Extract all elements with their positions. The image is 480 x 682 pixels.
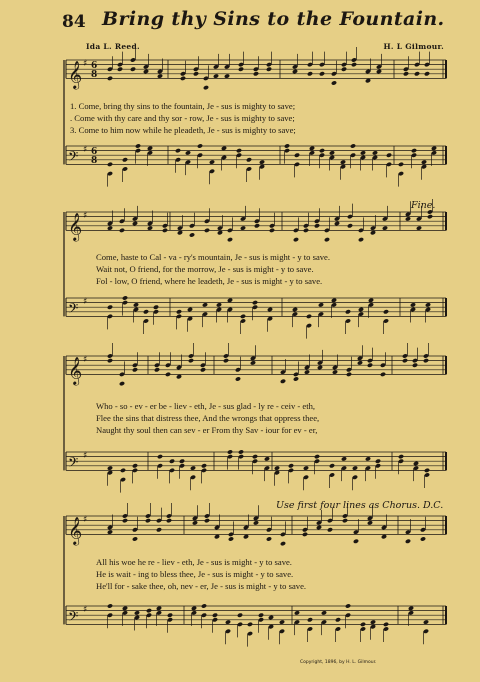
note-head (162, 228, 168, 233)
note-head (370, 230, 376, 235)
note-head (329, 463, 335, 468)
note-head (246, 157, 252, 162)
note-head (266, 67, 272, 72)
note-head (202, 302, 208, 307)
note-head (107, 603, 113, 608)
note-head (414, 71, 420, 76)
note-head (107, 529, 113, 534)
note-head (405, 539, 411, 544)
note-head (117, 67, 123, 72)
lyric-line: He is wait - ing to bless thee, Je - sus is might - y to save. (96, 569, 294, 579)
note-head (252, 454, 258, 459)
note-head (201, 603, 207, 608)
note-head (306, 314, 312, 319)
note-head (318, 302, 324, 307)
note-head (240, 225, 246, 230)
note-head (190, 465, 196, 470)
note-head (410, 302, 416, 307)
bass-clef: 𝄢 (68, 608, 79, 628)
note-head (223, 358, 229, 363)
note-head (185, 150, 191, 155)
note-head (107, 76, 113, 81)
note-head (216, 302, 222, 307)
note-head (347, 223, 353, 228)
note-head (341, 456, 347, 461)
note-head (294, 153, 300, 158)
note-head (119, 228, 125, 233)
note-head (258, 613, 264, 618)
note-head (367, 363, 373, 368)
note-head (227, 237, 233, 242)
note-head (340, 159, 346, 164)
note-head (134, 610, 140, 615)
note-head (187, 307, 193, 312)
note-head (147, 146, 153, 151)
lyric-line: Come, haste to Cal - va - ry's mountain, Je - sus is might - y to save. (96, 252, 331, 262)
lyric-line: All his woe he re - liev - eth, Je - sus is might - y to save. (96, 557, 292, 567)
note-head (179, 459, 185, 464)
note-head (235, 376, 241, 381)
dc-marking: Use first four lines as Chorus. D.C. (276, 500, 444, 511)
note-head (145, 518, 151, 523)
key-signature: ♯ (83, 355, 88, 365)
treble-clef: 𝄞 (68, 516, 83, 545)
note-head (345, 309, 351, 314)
note-head (189, 232, 195, 237)
note-head (294, 610, 300, 615)
key-signature: ♯ (83, 297, 88, 307)
note-head (370, 619, 376, 624)
note-head (264, 456, 270, 461)
note-head (367, 520, 373, 525)
note-head (408, 606, 414, 611)
key-signature: ♯ (83, 451, 88, 461)
note-head (324, 237, 330, 242)
lyric-line: Naught thy soul then can sev - er From thy Sav - iour for ev - er, (96, 425, 318, 435)
treble-clef: 𝄞 (68, 212, 83, 241)
note-head (321, 610, 327, 615)
key-signature: ♯ (83, 59, 88, 69)
note-head (268, 615, 274, 620)
note-head (358, 307, 364, 312)
note-head (386, 153, 392, 158)
note-head (303, 465, 309, 470)
note-head (368, 298, 374, 303)
note-head (351, 62, 357, 67)
note-head (212, 613, 218, 618)
note-head (214, 534, 220, 539)
note-head (177, 230, 183, 235)
note-head (292, 69, 298, 74)
note-head (221, 146, 227, 151)
note-head (247, 622, 253, 627)
note-head (122, 606, 128, 611)
note-head (365, 456, 371, 461)
note-head (309, 146, 315, 151)
note-head (314, 223, 320, 228)
note-head (176, 309, 182, 314)
note-head (280, 541, 286, 546)
note-head (331, 298, 337, 303)
note-head (167, 613, 173, 618)
note-head (302, 532, 308, 537)
note-head (122, 157, 128, 162)
note-head (424, 468, 430, 473)
note-head (375, 459, 381, 464)
note-head (360, 622, 366, 627)
note-head (132, 536, 138, 541)
note-head (243, 534, 249, 539)
note-head (107, 162, 113, 167)
note-head (227, 449, 233, 454)
bass-clef: 𝄢 (68, 454, 79, 474)
note-head (147, 225, 153, 230)
note-head (314, 454, 320, 459)
note-head (227, 298, 233, 303)
note-head (236, 148, 242, 153)
note-head (334, 221, 340, 226)
note-head (253, 71, 259, 76)
note-head (331, 80, 337, 85)
note-head (197, 143, 203, 148)
note-head (380, 372, 386, 377)
note-head (193, 71, 199, 76)
note-head (204, 228, 210, 233)
note-head (188, 358, 194, 363)
note-head (358, 237, 364, 242)
note-head (122, 518, 128, 523)
note-head (307, 617, 313, 622)
note-head (228, 536, 234, 541)
note-head (240, 314, 246, 319)
fine-marking: Fine. (411, 200, 436, 211)
key-signature: ♯ (83, 605, 88, 615)
note-head (107, 358, 113, 363)
note-head (353, 539, 359, 544)
note-head (304, 369, 310, 374)
lyric-line: He'll for - sake thee, oh, nev - er, Je - sus is might - y to save. (96, 581, 307, 591)
note-head (274, 465, 280, 470)
note-head (327, 527, 333, 532)
note-head (269, 228, 275, 233)
lyrics-system-3 (96, 400, 474, 436)
note-head (341, 67, 347, 72)
note-head (292, 307, 298, 312)
note-head (293, 237, 299, 242)
note-head (423, 619, 429, 624)
note-head (413, 461, 419, 466)
note-head (329, 150, 335, 155)
key-signature: ♯ (83, 211, 88, 221)
note-head (209, 159, 215, 164)
note-head (146, 608, 152, 613)
note-head (398, 454, 404, 459)
note-head (156, 527, 162, 532)
note-head (132, 367, 138, 372)
note-head (259, 159, 265, 164)
note-head (217, 230, 223, 235)
note-head (157, 73, 163, 78)
note-head (319, 148, 325, 153)
note-head (153, 305, 159, 310)
note-head (165, 372, 171, 377)
note-head (176, 374, 182, 379)
note-head (332, 369, 338, 374)
note-head (424, 71, 430, 76)
treble-clef: 𝄞 (68, 60, 83, 89)
note-head (154, 367, 160, 372)
note-head (280, 379, 286, 384)
note-head (307, 71, 313, 76)
note-head (425, 302, 431, 307)
note-head (267, 307, 273, 312)
lyric-line: Fol - low, O friend, where he leadeth, Je - sus is might - y to save. (96, 276, 323, 286)
note-head (191, 606, 197, 611)
note-head (122, 295, 128, 300)
lyrics-system-1 (70, 100, 448, 136)
note-head (252, 300, 258, 305)
note-head (411, 148, 417, 153)
note-head (288, 463, 294, 468)
note-head (250, 360, 256, 365)
lyric-line: Wait not, O friend, for the morrow, Je - sus is might - y to save. (96, 264, 314, 274)
note-head (107, 465, 113, 470)
lyrics-system-4 (96, 556, 474, 592)
note-head (201, 463, 207, 468)
note-head (345, 603, 351, 608)
note-head (383, 309, 389, 314)
note-head (120, 468, 126, 473)
note-head (383, 622, 389, 627)
note-head (402, 358, 408, 363)
note-head (204, 518, 210, 523)
lyric-line: . Come with thy care and thy sor - row, Je - sus is mighty to save; (70, 113, 295, 123)
note-head (200, 367, 206, 372)
note-head (319, 71, 325, 76)
note-head (352, 465, 358, 470)
note-head (166, 518, 172, 523)
note-head (416, 225, 422, 230)
note-head (405, 216, 411, 221)
note-head (203, 85, 209, 90)
note-head (317, 365, 323, 370)
note-head (365, 78, 371, 83)
note-head (238, 449, 244, 454)
note-head (342, 518, 348, 523)
lyric-line: 3. Come to him now while he pleadeth, Je - sus is mighty to save; (70, 125, 296, 135)
note-head (254, 223, 260, 228)
hymn-title: Bring thy Sins to the Fountain. (102, 8, 445, 30)
note-head (135, 143, 141, 148)
note-head (192, 520, 198, 525)
lyric-line: 1. Come, bring thy sins to the fountain, Je - sus is mighty to save; (70, 101, 296, 111)
lyric-line: Who - so - ev - er be - liev - eth, Je - sus glad - ly re - ceiv - eth, (96, 401, 316, 411)
note-head (293, 376, 299, 381)
lyrics-system-2 (96, 251, 474, 287)
note-head (157, 454, 163, 459)
note-head (357, 360, 363, 365)
note-head (431, 146, 437, 151)
note-head (412, 363, 418, 368)
note-head (180, 76, 186, 81)
note-head (423, 358, 429, 363)
note-head (132, 463, 138, 468)
note-head (143, 69, 149, 74)
note-head (372, 150, 378, 155)
note-head (225, 619, 231, 624)
note-head (316, 525, 322, 530)
note-head (107, 305, 113, 310)
note-head (175, 148, 181, 153)
note-head (403, 71, 409, 76)
note-head (279, 619, 285, 624)
note-head (303, 228, 309, 233)
key-signature: ♯ (83, 145, 88, 155)
note-head (237, 613, 243, 618)
time-signature: 8 (91, 156, 98, 166)
copyright-notice: Copyright, 1896, by H. L. Gilmour. (300, 660, 377, 665)
note-head (350, 143, 356, 148)
note-head (156, 606, 162, 611)
time-signature: 6 (91, 147, 98, 157)
author-credit: Ida L. Reed. (86, 42, 140, 51)
note-head (132, 221, 138, 226)
note-head (107, 225, 113, 230)
note-head (398, 162, 404, 167)
note-head (421, 159, 427, 164)
note-head (360, 150, 366, 155)
lyric-line: Flee the sins that distress thee, And the wrongs that oppress thee, (96, 413, 320, 423)
note-head (381, 534, 387, 539)
note-head (376, 69, 382, 74)
note-head (213, 73, 219, 78)
key-signature: ♯ (83, 515, 88, 525)
note-head (133, 302, 139, 307)
note-head (130, 67, 136, 72)
bass-clef: 𝄢 (68, 300, 79, 320)
note-head (266, 536, 272, 541)
note-head (346, 372, 352, 377)
note-head (335, 617, 341, 622)
page-number: 84 (62, 12, 86, 32)
note-head (119, 381, 125, 386)
composer-credit: H. L Gilmour. (383, 42, 444, 51)
note-head (382, 225, 388, 230)
note-head (238, 67, 244, 72)
note-head (253, 520, 259, 525)
time-signature: 6 (91, 61, 98, 71)
note-head (224, 73, 230, 78)
note-head (143, 309, 149, 314)
note-head (284, 143, 290, 148)
treble-clef: 𝄞 (68, 356, 83, 385)
bass-clef: 𝄢 (68, 148, 79, 168)
note-head (169, 459, 175, 464)
time-signature: 8 (91, 70, 98, 80)
note-head (420, 536, 426, 541)
note-head (427, 214, 433, 219)
